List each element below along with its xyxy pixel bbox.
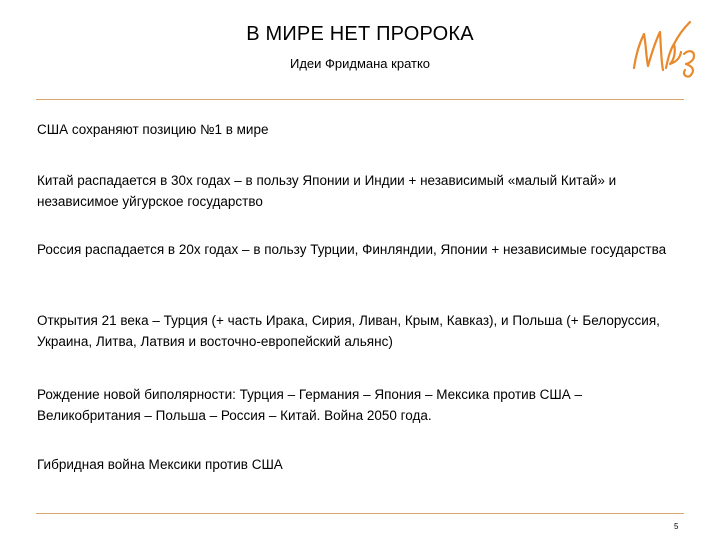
- page-number: 5: [674, 522, 679, 531]
- footer-divider: [36, 513, 684, 514]
- header-divider: [36, 99, 684, 100]
- page-subtitle: Идеи Фридмана кратко: [289, 56, 431, 71]
- list-item: Открытия 21 века – Турция (+ часть Ирака, Сирия, Ливан, Крым, Кавказ), и Польша (+ Белоруссия, Украина, Литва, Латвия и восточно-европейский альянс): [37, 313, 660, 349]
- page-title: В МИРЕ НЕТ ПРОРОКА: [246, 23, 474, 45]
- list-item: Китай распадается в 30х годах – в пользу Японии и Индии + независимый «малый Китай» и независимое уйгурское государство: [37, 173, 617, 209]
- list-item: Рождение новой биполярности: Турция – Германия – Япония – Мексика против США – Великобритания – Польша – Россия – Китай. Война 2050 года.: [37, 387, 583, 423]
- signature-logo-icon: [628, 14, 704, 80]
- list-item: США сохраняют позицию №1 в мире: [37, 122, 269, 137]
- list-item: Гибридная война Мексики против США: [37, 457, 283, 472]
- list-item: Россия распадается в 20х годах – в пользу Турции, Финляндии, Японии + независимые государства: [37, 242, 667, 257]
